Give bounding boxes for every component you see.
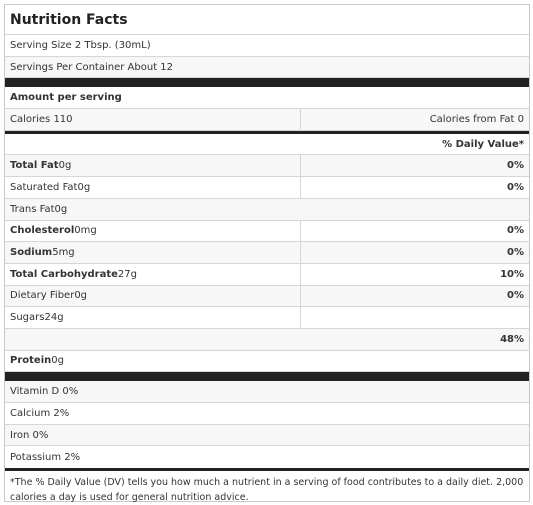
vitamin-label: Potassium 2%: [10, 451, 81, 463]
serving-size-row: [5, 35, 529, 57]
nutrient-dv: 10%: [500, 268, 524, 280]
nutrient-label: [5, 177, 301, 198]
nutrient-name: Total Carbohydrate: [10, 268, 118, 280]
protein-name: Protein: [10, 355, 52, 367]
protein-label: [5, 351, 529, 372]
nutrient-amount: 0g: [58, 160, 72, 172]
thick-divider: [5, 372, 529, 381]
calories-row: [5, 109, 529, 131]
nutrient-dv: 0%: [507, 225, 524, 237]
nutrient-amount: 0g: [77, 181, 91, 193]
nutrient-name: Total Fat: [10, 160, 59, 172]
thick-divider: [5, 78, 529, 87]
nutrient-dv: 0%: [507, 247, 524, 259]
nutrient-name: Sugars: [10, 312, 45, 324]
daily-value-header: % Daily Value*: [442, 138, 524, 150]
footnote: *The % Daily Value (DV) tells you how much a nutrient in a serving of food contributes to a daily diet. 2,000 calories a day is used for general nutrition advice.: [10, 477, 524, 504]
extra-dv: 48%: [500, 333, 524, 345]
nutrient-row: [5, 307, 529, 329]
nutrient-row: [5, 221, 529, 243]
daily-value-header-row: [5, 134, 529, 156]
nutrient-label: [5, 286, 301, 307]
nutrient-name: Saturated Fat: [10, 181, 78, 193]
vitamin-row: [5, 381, 529, 403]
nutrient-name: Dietary Fiber: [10, 290, 75, 302]
nutrient-dv: 0%: [507, 181, 524, 193]
nutrient-amount: 5mg: [52, 247, 75, 259]
protein-amount: 0g: [51, 355, 64, 367]
nutrient-name: Cholesterol: [10, 225, 75, 237]
amount-per-serving-row: [5, 87, 529, 109]
nutrient-dv: 0%: [507, 290, 524, 302]
extra-dv-row: [5, 329, 529, 351]
servings-per-container: Servings Per Container About 12: [10, 61, 174, 73]
nutrient-amount: 0g: [54, 203, 68, 215]
amount-per-serving: Amount per serving: [10, 92, 122, 104]
nutrient-label: [5, 264, 301, 285]
nutrient-row: [5, 264, 529, 286]
vitamin-label: Vitamin D 0%: [10, 386, 79, 398]
nutrient-label: [5, 199, 529, 220]
nutrient-label: [5, 307, 301, 328]
nutrient-row: [5, 199, 529, 221]
nutrient-name: Sodium: [10, 247, 53, 259]
nutrient-row: [5, 155, 529, 177]
servings-per-container-row: [5, 57, 529, 79]
nutrient-row: [5, 242, 529, 264]
nutrient-amount: 0g: [74, 290, 88, 302]
nutrient-amount: 27g: [117, 268, 137, 280]
vitamin-row: [5, 446, 529, 468]
panel-title: Nutrition Facts: [5, 5, 529, 35]
nutrient-dv: [301, 307, 529, 328]
nutrient-row: [5, 286, 529, 308]
nutrient-name: Trans Fat: [10, 203, 55, 215]
nutrient-amount: 0mg: [74, 225, 97, 237]
nutrient-label: [5, 155, 301, 176]
calories: Calories 110: [5, 109, 301, 130]
nutrition-facts-panel: [4, 4, 530, 502]
nutrient-label: [5, 221, 301, 242]
vitamin-label: Calcium 2%: [10, 407, 70, 419]
vitamin-label: Iron 0%: [10, 429, 49, 441]
nutrient-dv: 0%: [507, 160, 524, 172]
vitamin-row: [5, 403, 529, 425]
nutrient-amount: 24g: [44, 312, 64, 324]
vitamin-row: [5, 425, 529, 447]
serving-size: Serving Size 2 Tbsp. (30mL): [10, 39, 151, 51]
nutrient-row: [5, 177, 529, 199]
protein-row: [5, 351, 529, 373]
calories-from-fat: Calories from Fat 0: [429, 113, 524, 125]
nutrient-label: [5, 242, 301, 263]
